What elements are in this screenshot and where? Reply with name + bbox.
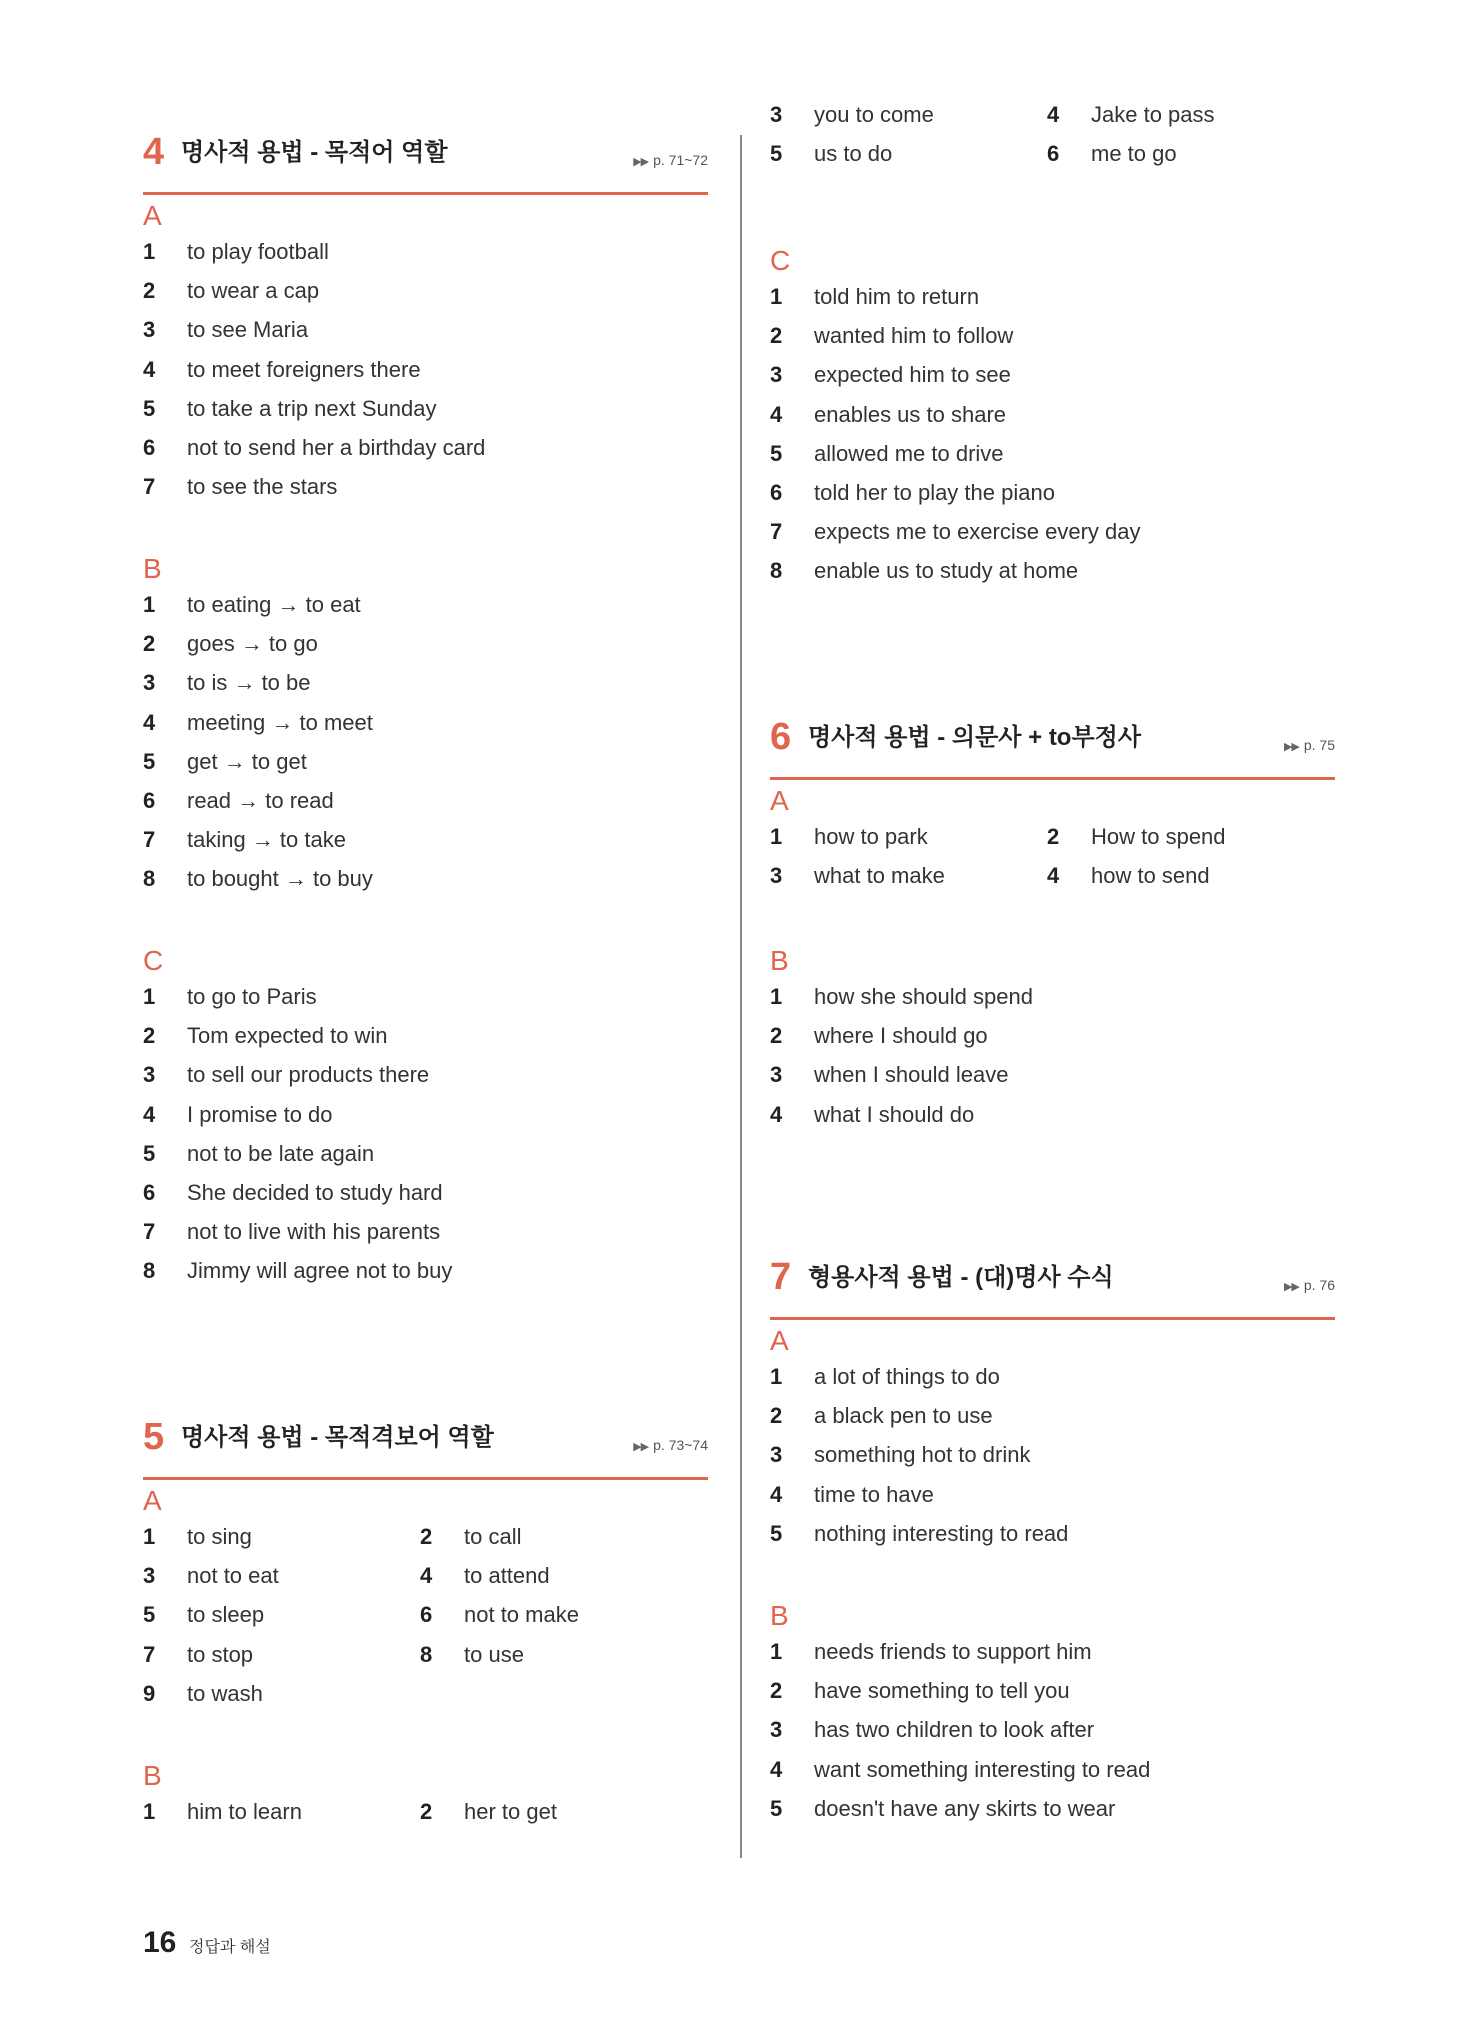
page-reference-text: p. 76 <box>1303 1277 1335 1293</box>
answer-text: enables us to share <box>814 401 1007 427</box>
page-reference <box>633 150 708 172</box>
item-number: 7 <box>143 1641 156 1667</box>
item-number: 5 <box>770 440 783 466</box>
answer-row <box>770 134 1335 174</box>
answer-row <box>143 1212 708 1252</box>
answer-row <box>770 473 1335 513</box>
section-letter: B <box>143 553 162 584</box>
item-number: 3 <box>770 1442 783 1468</box>
answer-row <box>770 95 1335 135</box>
item-number: 1 <box>143 239 156 264</box>
answer-row <box>143 742 708 782</box>
item-number: 7 <box>143 1219 156 1245</box>
answer-row <box>143 1055 708 1095</box>
answer-text: expected him to see <box>814 362 1011 388</box>
footer-label: 정답과 해설 <box>189 1939 271 1956</box>
item-number: 3 <box>770 863 783 889</box>
answer-text: to sleep <box>187 1602 265 1628</box>
answer-text: told him to return <box>814 284 980 309</box>
page-reference <box>1284 1275 1335 1297</box>
answer-row <box>770 1750 1335 1790</box>
answer-text: to take a trip next Sunday <box>187 395 437 421</box>
answer-row <box>770 277 1335 317</box>
answer-text: to sell our products there <box>187 1062 430 1088</box>
answer-row <box>143 820 708 860</box>
unit-number: 6 <box>770 716 792 758</box>
section-letter: A <box>770 1325 789 1356</box>
item-number: 8 <box>143 1258 156 1284</box>
answer-text: I promise to do <box>187 1101 333 1127</box>
item-number: 4 <box>143 709 156 735</box>
answer-row <box>770 434 1335 474</box>
page-number: 16 <box>143 1926 177 1959</box>
unit-header <box>770 715 1335 780</box>
answer-row <box>770 856 1335 896</box>
unit-title: 명사적 용법 - 목적격보어 역할 <box>181 1424 494 1451</box>
answer-text: not to live with his parents <box>187 1219 441 1245</box>
item-number: 2 <box>770 1403 783 1429</box>
answer-row <box>143 1095 708 1135</box>
item-number: 3 <box>143 1062 156 1088</box>
answer-row <box>143 585 708 625</box>
answer-row <box>770 1016 1335 1056</box>
item-number: 6 <box>420 1602 433 1628</box>
answer-row <box>770 1396 1335 1436</box>
section-letter: B <box>143 1760 162 1791</box>
answer-text: needs friends to support him <box>814 1639 1092 1664</box>
item-number: 6 <box>143 1180 156 1205</box>
answer-row <box>770 316 1335 356</box>
item-number: 1 <box>143 984 156 1009</box>
item-number: 1 <box>770 284 783 309</box>
answer-row <box>143 1792 708 1832</box>
answer-text: a black pen to use <box>814 1403 993 1429</box>
answer-text: goes → to go <box>187 631 318 657</box>
answer-text: to play football <box>187 239 329 264</box>
item-number: 4 <box>770 401 783 427</box>
answer-row <box>770 395 1335 435</box>
answer-text: taking → to take <box>187 827 346 853</box>
answer-text: how to send <box>1091 863 1210 889</box>
answer-text: not to be late again <box>187 1140 375 1166</box>
item-number: 1 <box>770 1639 783 1664</box>
answer-row <box>143 310 708 350</box>
item-number: 5 <box>143 748 156 774</box>
item-number: 3 <box>770 102 783 127</box>
play-arrows-icon: ▶▶ <box>633 1441 649 1453</box>
answer-text: to eating → to eat <box>187 592 361 617</box>
answer-text: her to get <box>464 1799 557 1824</box>
item-number: 5 <box>770 1795 783 1821</box>
answer-row <box>770 551 1335 591</box>
item-number: 1 <box>143 1524 156 1549</box>
answer-row <box>770 1435 1335 1475</box>
item-number: 6 <box>1047 141 1060 167</box>
item-number: 2 <box>420 1799 433 1824</box>
unit-title: 명사적 용법 - 목적어 역할 <box>181 139 448 166</box>
answer-text: where I should go <box>814 1023 988 1049</box>
item-number: 5 <box>770 1520 783 1546</box>
answer-text: enable us to study at home <box>814 558 1079 584</box>
item-number: 6 <box>143 435 156 460</box>
answer-text: time to have <box>814 1481 934 1507</box>
item-number: 2 <box>143 278 156 304</box>
answer-row <box>770 1475 1335 1515</box>
answer-text: expects me to exercise every day <box>814 519 1141 545</box>
item-number: 3 <box>143 670 156 696</box>
answer-text: She decided to study hard <box>187 1180 443 1205</box>
item-number: 4 <box>1047 102 1060 127</box>
answer-row <box>143 1016 708 1056</box>
answer-text: meeting → to meet <box>187 709 373 735</box>
answer-row <box>143 977 708 1017</box>
answer-row <box>143 1595 708 1635</box>
answer-text: something hot to drink <box>814 1442 1031 1468</box>
answer-row <box>770 1514 1335 1554</box>
answer-row <box>770 1789 1335 1829</box>
answer-text: to use <box>464 1641 524 1667</box>
answer-row <box>770 1710 1335 1750</box>
answer-text: how to park <box>814 824 928 849</box>
item-number: 3 <box>143 317 156 343</box>
item-number: 1 <box>143 1799 156 1824</box>
item-number: 4 <box>770 1101 783 1127</box>
answer-text: to call <box>464 1524 522 1549</box>
play-arrows-icon: ▶▶ <box>633 156 649 168</box>
answer-text: want something interesting to read <box>814 1756 1151 1782</box>
answer-text: to bought → to buy <box>187 866 373 892</box>
answer-row <box>143 1635 708 1675</box>
item-number: 1 <box>143 592 156 617</box>
item-number: 5 <box>143 395 156 421</box>
answer-row <box>143 663 708 703</box>
item-number: 7 <box>770 519 783 545</box>
answer-row <box>143 1134 708 1174</box>
answer-row <box>770 817 1335 857</box>
unit-number: 4 <box>143 131 165 173</box>
answer-text: to is → to be <box>187 670 311 696</box>
answer-text: wanted him to follow <box>814 323 1014 349</box>
section-letter: B <box>770 945 789 976</box>
answer-row <box>143 1517 708 1557</box>
answer-text: have something to tell you <box>814 1678 1070 1704</box>
answer-row <box>770 1632 1335 1672</box>
answer-row <box>143 1674 708 1714</box>
unit-number: 5 <box>143 1416 165 1458</box>
item-number: 8 <box>770 558 783 584</box>
answer-text: what I should do <box>814 1101 975 1127</box>
section-letter: A <box>143 200 162 231</box>
answer-text: Jake to pass <box>1091 102 1215 127</box>
section-letter: A <box>770 785 789 816</box>
answer-text: doesn't have any skirts to wear <box>814 1795 1116 1821</box>
item-number: 5 <box>770 141 783 167</box>
item-number: 2 <box>143 631 156 657</box>
page-reference-text: p. 71~72 <box>653 152 708 168</box>
answer-text: told her to play the piano <box>814 480 1055 505</box>
answer-row <box>143 428 708 468</box>
answer-text: to sing <box>187 1524 252 1549</box>
answer-text: you to come <box>814 102 934 127</box>
item-number: 4 <box>770 1481 783 1507</box>
item-number: 4 <box>143 1101 156 1127</box>
page-reference-text: p. 75 <box>1303 737 1335 753</box>
item-number: 3 <box>770 1062 783 1088</box>
item-number: 1 <box>770 1364 783 1389</box>
page-reference <box>1284 735 1335 757</box>
answer-text: to attend <box>464 1563 550 1589</box>
play-arrows-icon: ▶▶ <box>1283 1281 1299 1293</box>
answer-text: to stop <box>187 1641 254 1667</box>
answer-row <box>143 271 708 311</box>
item-number: 1 <box>770 984 783 1009</box>
item-number: 2 <box>420 1524 433 1549</box>
item-number: 2 <box>770 1023 783 1049</box>
answer-text: when I should leave <box>814 1062 1009 1088</box>
answer-text: nothing interesting to read <box>814 1520 1069 1546</box>
item-number: 7 <box>143 474 156 500</box>
answer-text: get → to get <box>187 748 307 774</box>
item-number: 8 <box>420 1641 433 1667</box>
section-letter: B <box>770 1600 789 1631</box>
answer-row <box>770 1055 1335 1095</box>
section-letter: A <box>143 1485 162 1516</box>
answer-text: has two children to look after <box>814 1717 1095 1743</box>
answer-row <box>143 781 708 821</box>
answer-text: to see Maria <box>187 317 309 343</box>
item-number: 5 <box>143 1140 156 1166</box>
unit-header <box>143 130 708 195</box>
unit-title: 명사적 용법 - 의문사 + to부정사 <box>808 724 1142 751</box>
unit-title: 형용사적 용법 - (대)명사 수식 <box>808 1264 1114 1291</box>
item-number: 9 <box>143 1680 156 1706</box>
answer-text: what to make <box>814 863 945 889</box>
item-number: 6 <box>143 788 156 813</box>
item-number: 3 <box>143 1563 156 1589</box>
answer-text: read → to read <box>187 788 334 813</box>
answer-row <box>770 1671 1335 1711</box>
answer-row <box>143 1556 708 1596</box>
answer-text: us to do <box>814 141 893 167</box>
answer-text: to go to Paris <box>187 984 317 1009</box>
answer-text: not to eat <box>187 1563 279 1589</box>
item-number: 2 <box>143 1023 156 1049</box>
answer-row <box>143 389 708 429</box>
answer-row <box>770 1357 1335 1397</box>
item-number: 2 <box>770 1678 783 1704</box>
item-number: 4 <box>770 1756 783 1782</box>
section-letter: C <box>770 245 791 276</box>
item-number: 4 <box>143 356 156 382</box>
item-number: 4 <box>1047 863 1060 889</box>
section-letter: C <box>143 945 164 976</box>
answer-row <box>143 467 708 507</box>
item-number: 2 <box>770 323 783 349</box>
item-number: 2 <box>1047 824 1060 849</box>
answer-row <box>770 355 1335 395</box>
answer-row <box>770 977 1335 1017</box>
answer-row <box>143 232 708 272</box>
answer-text: to wash <box>187 1680 263 1706</box>
answer-text: to see the stars <box>187 474 338 500</box>
answer-text: to meet foreigners there <box>187 356 421 382</box>
unit-header <box>143 1415 708 1480</box>
answer-text: How to spend <box>1091 824 1226 849</box>
answer-text: him to learn <box>187 1799 302 1824</box>
item-number: 3 <box>770 1717 783 1743</box>
answer-text: me to go <box>1091 141 1177 167</box>
item-number: 8 <box>143 866 156 892</box>
answer-row <box>143 350 708 390</box>
answer-row <box>143 624 708 664</box>
answer-text: to wear a cap <box>187 278 320 304</box>
unit-number: 7 <box>770 1256 792 1298</box>
item-number: 3 <box>770 362 783 388</box>
page-reference-text: p. 73~74 <box>653 1437 708 1453</box>
answer-text: not to send her a birthday card <box>187 435 486 460</box>
answer-row <box>143 859 708 899</box>
item-number: 5 <box>143 1602 156 1628</box>
answer-row <box>143 703 708 743</box>
item-number: 1 <box>770 824 783 849</box>
answer-text: Tom expected to win <box>187 1023 388 1049</box>
item-number: 6 <box>770 480 783 505</box>
column-divider <box>740 135 742 1858</box>
answer-row <box>770 1095 1335 1135</box>
answer-row <box>770 512 1335 552</box>
item-number: 7 <box>143 827 156 853</box>
play-arrows-icon: ▶▶ <box>1283 741 1299 753</box>
answer-text: how she should spend <box>814 984 1033 1009</box>
answer-text: not to make <box>464 1602 579 1628</box>
answer-row <box>143 1173 708 1213</box>
answer-row <box>143 1251 708 1291</box>
unit-header <box>770 1255 1335 1320</box>
item-number: 4 <box>420 1563 433 1589</box>
page-reference <box>633 1435 708 1457</box>
answer-text: Jimmy will agree not to buy <box>187 1258 453 1284</box>
answer-text: a lot of things to do <box>814 1364 1000 1389</box>
answer-text: allowed me to drive <box>814 440 1004 466</box>
